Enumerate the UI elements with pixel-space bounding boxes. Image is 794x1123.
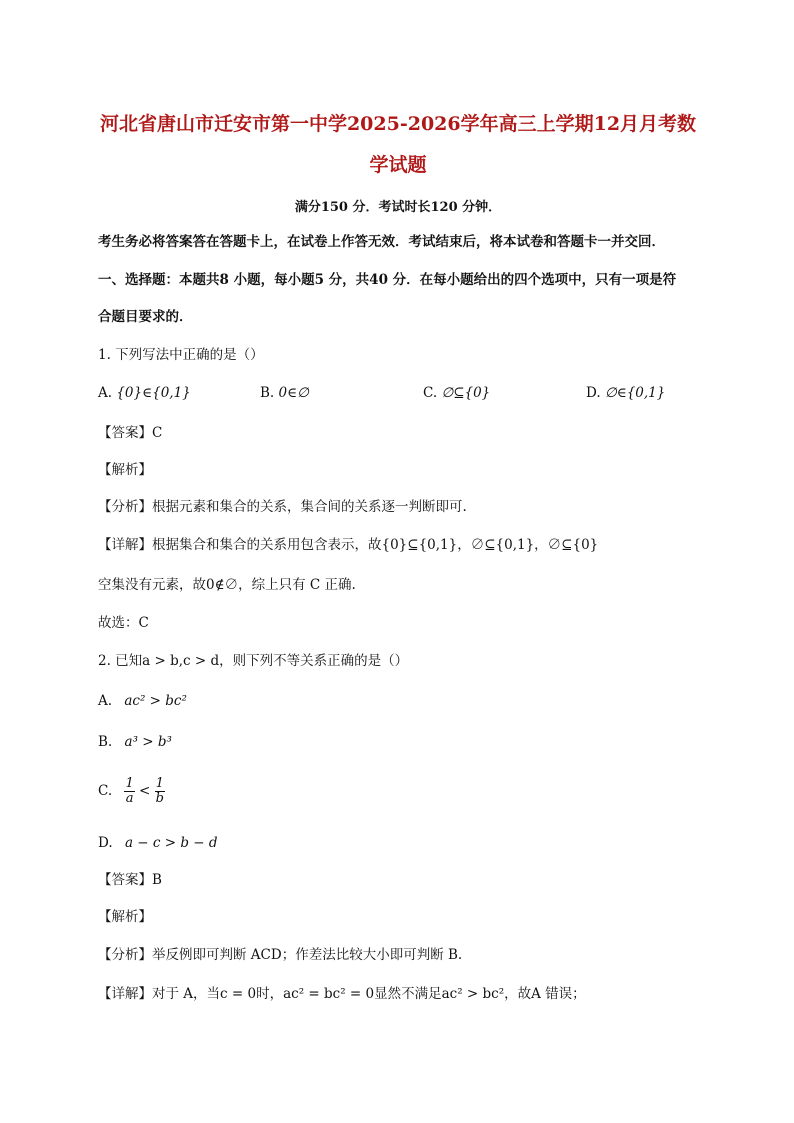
option-label: C. [98,783,113,799]
question-2-answer: 【答案】B [98,872,162,888]
fraction-denominator: a [125,791,134,806]
option-label: D. [586,385,601,401]
question-1-analysis: 【分析】根据元素和集合的关系，集合间的关系逐一判断即可. [98,499,467,515]
question-2-option-b [98,733,172,751]
less-than-sign: < [139,783,151,799]
option-label: C. [423,385,438,401]
question-1-choice: 故选：C [98,615,149,631]
option-label: B. [98,734,113,750]
option-label: B. [260,385,275,401]
question-1-detail-2: 空集没有元素，故0∉∅，综上只有 C 正确. [98,577,356,593]
question-1-option-c [423,384,490,402]
fraction-numerator: 1 [125,776,134,791]
question-1-option-b [260,384,309,402]
option-text: ∅⊆{0} [441,385,491,401]
exam-subtitle: 满分150 分．考试时长120 分钟． [294,200,502,215]
question-2-option-d [98,834,218,852]
question-2-analysis: 【分析】举反例即可判断 ACD；作差法比较大小即可判断 B. [98,947,463,963]
question-2-option-a [98,692,187,710]
option-text: ∅∈{0,1} [604,385,666,401]
question-2-option-c [98,776,165,806]
question-2-analysis-heading: 【解析】 [98,909,152,925]
question-1-answer: 【答案】C [98,425,163,441]
question-2-detail-1: 【详解】对于 A，当c = 0时，ac² = bc² = 0显然不满足ac² > bc²，故A 错误； [98,986,586,1002]
question-1-option-a [98,384,191,402]
option-text: a³ > b³ [124,734,172,750]
fraction-denominator: b [155,791,164,806]
exam-title-line-1: 河北省唐山市迁安市第一中学2025-2026学年高三上学期12月月考数 [99,113,697,135]
question-2-stem: 2. 已知a > b,c > d，则下列不等关系正确的是（） [98,653,409,669]
section-heading-line-1: 一、选择题：本题共8 小题，每小题5 分，共40 分．在每小题给出的四个选项中，只有一项是符 [98,272,677,288]
fraction-left [124,777,134,806]
option-text: {0}∈{0,1} [116,385,191,401]
question-1-detail-1: 【详解】根据集合和集合的关系用包含表示，故{0}⊆{0,1}，∅⊆{0,1}，∅⊆{0} [98,537,599,553]
question-1-analysis-heading: 【解析】 [98,462,152,478]
option-label: A. [98,693,113,709]
option-label: D. [98,835,113,851]
exam-title-line-2: 学试题 [369,154,427,176]
question-1-option-d [586,384,665,402]
option-text: ac² > bc² [124,693,187,709]
question-1-stem: 1. 下列写法中正确的是（） [98,347,264,363]
fraction-right [155,777,165,806]
fraction-numerator: 1 [155,776,164,791]
option-text: 0∈∅ [278,385,309,401]
section-heading-line-2: 合题目要求的． [98,309,193,325]
option-text: a − c > b − d [124,835,218,851]
option-label: A. [98,385,113,401]
exam-instruction: 考生务必将答案答在答题卡上，在试卷上作答无效．考试结束后，将本试卷和答题卡一并交回． [98,234,665,250]
